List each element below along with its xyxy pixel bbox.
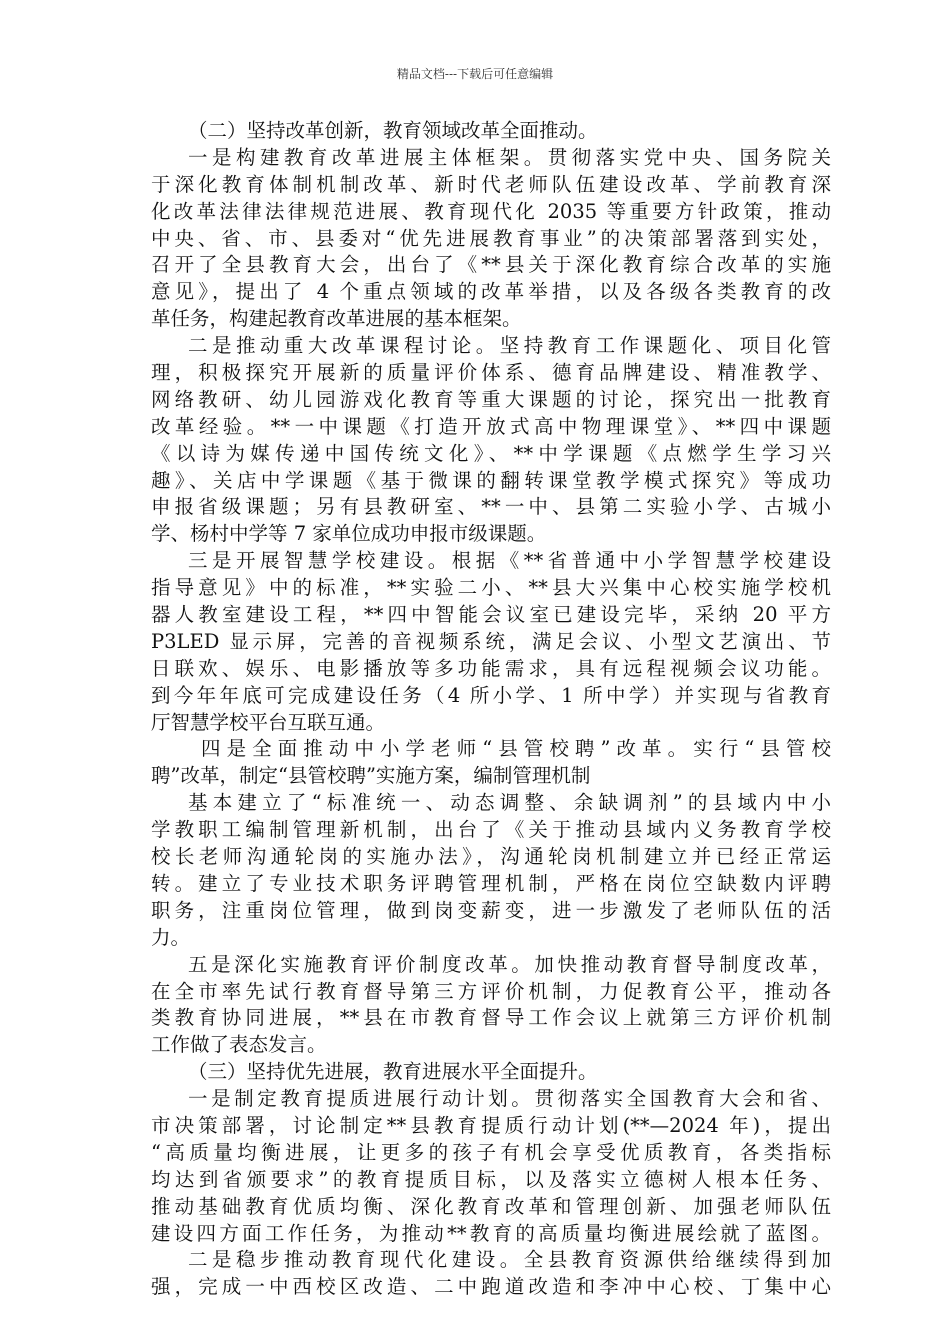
text-line: 于深化教育体制机制改革、新时代老师队伍建设改革、学前教育深 bbox=[151, 172, 831, 196]
text-line: 工作做了表态发言。 bbox=[151, 1033, 327, 1057]
text-line: 五是深化实施教育评价制度改革。加快推动教育督导制度改革， bbox=[188, 952, 831, 976]
text-line: 革任务，构建起教育改革进展的基本框架。 bbox=[151, 307, 522, 331]
text-line: 趣》、关店中学课题《基于微课的翻转课堂教学模式探究》等成功 bbox=[151, 468, 831, 492]
text-line: 意见》，提出了 4 个重点领域的改革举措，以及各级各类教育的改 bbox=[151, 280, 831, 304]
text-line: 一是构建教育改革进展主体框架。贯彻落实党中央、国务院关 bbox=[188, 145, 831, 169]
text-line: 申报省级课题；另有县教研室、**一中、县第二实验小学、古城小 bbox=[151, 495, 831, 519]
text-line: 学教职工编制管理新机制，出台了《关于推动县域内义务教育学校 bbox=[151, 818, 831, 842]
page-header: 精品文档---下载后可任意编辑 bbox=[396, 67, 554, 81]
text-line: 日联欢、娱乐、电影播放等多功能需求，具有远程视频会议功能。 bbox=[151, 656, 831, 680]
text-line: 四是全面推动中小学老师“县管校聘”改革。实行“县管校 bbox=[201, 737, 831, 761]
text-line: 推动基础教育优质均衡、深化教育改革和管理创新、加强老师队伍 bbox=[151, 1194, 831, 1218]
text-line: 理，积极探究开展新的质量评价体系、德育品牌建设、精准教学、 bbox=[151, 361, 831, 385]
text-line: 基本建立了“标准统一、动态调整、余缺调剂”的县域内中小 bbox=[188, 791, 831, 815]
text-line: 校长老师沟通轮岗的实施办法》，沟通轮岗机制建立并已经正常运 bbox=[151, 845, 831, 869]
text-line: 二是稳步推动教育现代化建设。全县教育资源供给继续得到加 bbox=[188, 1248, 831, 1272]
text-line: 二是推动重大改革课程讨论。坚持教育工作课题化、项目化管 bbox=[188, 334, 831, 358]
text-line: 中央、省、市、县委对“优先进展教育事业”的决策部署落到实处， bbox=[151, 226, 831, 250]
text-line: 力。 bbox=[151, 925, 191, 949]
text-line: P3LED 显示屏，完善的音视频系统，满足会议、小型文艺演出、节 bbox=[151, 629, 831, 653]
text-line: 化改革法律法律规范进展、教育现代化 2035 等重要方针政策，推动 bbox=[151, 199, 831, 223]
text-line: 在全市率先试行教育督导第三方评价机制，力促教育公平，推动各 bbox=[151, 979, 831, 1003]
text-line: 指导意见》中的标准，**实验二小、**县大兴集中心校实施学校机 bbox=[151, 576, 831, 600]
section-heading: （二）坚持改革创新，教育领域改革全面推动。 bbox=[188, 119, 598, 142]
text-line: 市决策部署，讨论制定**县教育提质行动计划(**—2024 年)，提出 bbox=[151, 1113, 831, 1137]
text-line: 器人教室建设工程，**四中智能会议室已建设完毕，采纳 20 平方 bbox=[151, 603, 831, 627]
text-line: 到今年年底可完成建设任务（4 所小学、1 所中学）并实现与省教育 bbox=[151, 683, 831, 707]
text-line: 《以诗为媒传递中国传统文化》、**中学课题《点燃学生学习兴 bbox=[151, 441, 831, 465]
text-line: 改革经验。**一中课题《打造开放式高中物理课堂》、**四中课题 bbox=[151, 414, 831, 438]
text-line: 三是开展智慧学校建设。根据《**省普通中小学智慧学校建设 bbox=[188, 549, 831, 573]
text-line: 类教育协同进展，**县在市教育督导工作会议上就第三方评价机制 bbox=[151, 1006, 831, 1030]
text-line: 转。建立了专业技术职务评聘管理机制，严格在岗位空缺数内评聘 bbox=[151, 871, 831, 895]
document-body bbox=[151, 118, 831, 1301]
text-line: 厅智慧学校平台互联互通。 bbox=[151, 710, 386, 734]
text-line: 职务，注重岗位管理，做到岗变薪变，进一步激发了老师队伍的活 bbox=[151, 898, 831, 922]
text-line: 聘”改革，制定“县管校聘”实施方案，编制管理机制 bbox=[151, 764, 591, 788]
text-line: 召开了全县教育大会，出台了《**县关于深化教育综合改革的实施 bbox=[151, 253, 831, 277]
text-line: 一是制定教育提质进展行动计划。贯彻落实全国教育大会和省、 bbox=[188, 1087, 831, 1111]
text-line: 网络教研、幼儿园游戏化教育等重大课题的讨论，探究出一批教育 bbox=[151, 387, 831, 411]
text-line: “高质量均衡进展，让更多的孩子有机会享受优质教育，各类指标 bbox=[151, 1140, 831, 1164]
text-line: 均达到省颁要求”的教育提质目标，以及落实立德树人根本任务、 bbox=[151, 1167, 831, 1191]
section-heading: （三）坚持优先进展，教育进展水平全面提升。 bbox=[188, 1060, 598, 1084]
text-line: 学、杨村中学等 7 家单位成功申报市级课题。 bbox=[151, 522, 547, 546]
text-line: 建设四方面工作任务，为推动**教育的高质量均衡进展绘就了蓝图。 bbox=[151, 1221, 831, 1245]
text-line: 强，完成一中西校区改造、二中跑道改造和李冲中心校、丁集中心 bbox=[151, 1275, 831, 1299]
